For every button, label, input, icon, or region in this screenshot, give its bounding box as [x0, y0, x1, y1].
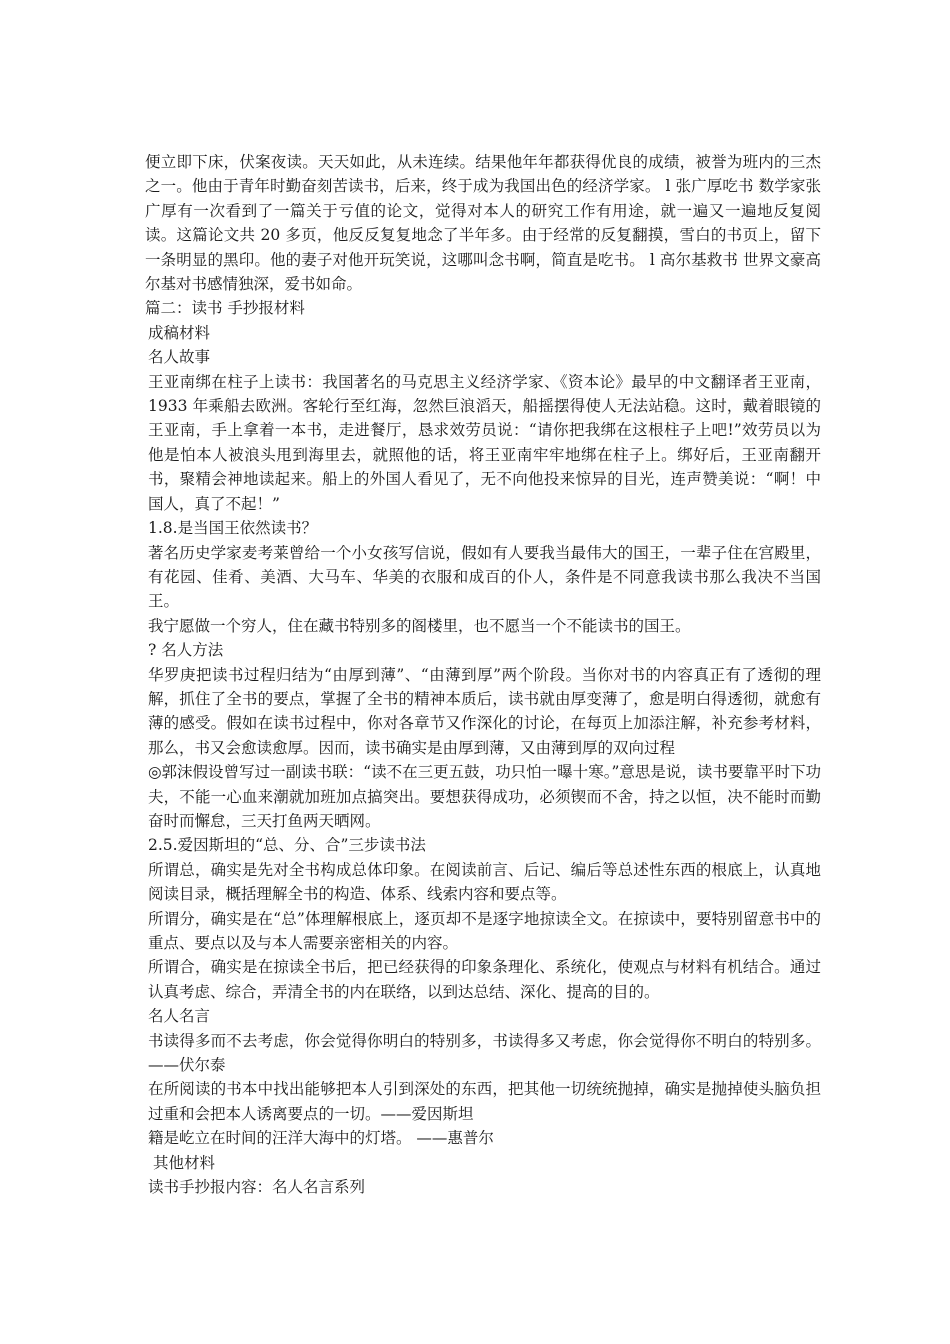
subheading-other-materials: 其他材料: [153, 1153, 216, 1172]
paragraph-guo-moruo: ◎郭沫假设曾写过一副读书联：“读不在三更五鼓，功只怕一曝十寒。”意思是说，读书要靠平时下功夫，不能一心血来潮就加班加点搞突出。要想获得成功，必须锲而不舍，持之以恒，决不能时而勤奋时而懈怠，三天打鱼两天晒网。: [148, 763, 821, 830]
paragraph-poor-man: 我宁愿做一个穷人，住在藏书特别多的阁楼里，也不愿当一个不能读书的国王。: [148, 616, 691, 635]
paragraph-overall: 所谓总，确实是先对全书构成总体印象。在阅读前言、后记、编后等总述性东西的根底上，认真地阅读目录，概括理解全书的构造、体系、线索内容和要点等。: [148, 860, 821, 904]
subheading-materials: 成稿材料: [148, 323, 211, 342]
document-body: [145, 150, 821, 1199]
subheading-einstein-method: 2.5.爱因斯坦的“总、分、合”三步读书法: [148, 836, 426, 855]
paragraph-divide: 所谓分，确实是在“总”体理解根底上，逐页却不是逐字地掠读全文。在掠读中，要特别留意书中的重点、要点以及与本人需要亲密相关的内容。: [148, 909, 821, 952]
paragraph-wang-yanan: 王亚南绑在柱子上读书：我国著名的马克思主义经济学家、《资本论》最早的中文翻译者王亚南，1933 年乘船去欧洲。客轮行至红海，忽然巨浪滔天，船摇摆得使人无法站稳。这时，戴着眼镜的王亚南，手上拿着一本书，走进餐厅，恳求效劳员说：“请你把我绑在这根柱子上吧!”效劳员以为他是怕本人被浪头甩到海里去，就照他的话，将王亚南牢牢地绑在柱子上。绑好后，王亚南翻开书，聚精会神地读起来。船上的外国人看见了，无不向他投来惊异的目光，连声赞美说：“啊！中国人，真了不起！”: [148, 372, 821, 513]
quote-whipple: 籍是屹立在时间的汪洋大海中的灯塔。 ——惠普尔: [148, 1129, 494, 1148]
paragraph-quote-series: 读书手抄报内容：名人名言系列: [148, 1178, 366, 1197]
subheading-famous-stories: 名人故事: [148, 348, 211, 367]
quote-voltaire: 书读得多而不去考虑，你会觉得你明白的特别多，书读得多又考虑，你会觉得你不明白的特别多。——伏尔泰: [148, 1031, 821, 1075]
section-heading-part-two: 篇二：读书 手抄报材料: [145, 299, 305, 318]
paragraph-intro-stories: 便立即下床，伏案夜读。天天如此，从未连续。结果他年年都获得优良的成绩，被誉为班内的三杰之一。他由于青年时勤奋刻苦读书，后来，终于成为我国出色的经济学家。 l 张广厚吃书 数学家张广厚有一次看到了一篇关于亏值的论文，觉得对本人的研究工作有用途，就一遍又一遍地反复阅读。这篇论文共 20 多页，他反反复复地念了半年多。由于经常的反复翻摸，雪白的书页上，留下一条明显的黑印。他的妻子对他开玩笑说，这哪叫念书啊，简直是吃书。 l 高尔基救书 世界文豪高尔基对书感情独深，爱书如命。: [145, 153, 821, 294]
subheading-famous-quotes: 名人名言: [148, 1007, 211, 1026]
subheading-king-reading: 1.8.是当国王依然读书？: [148, 519, 318, 538]
paragraph-macaulay: 著名历史学家麦考莱曾给一个小女孩写信说，假如有人要我当最伟大的国王，一辈子住在宫殿里，有花园、佳肴、美酒、大马车、华美的衣服和成百的仆人，条件是不同意我读书那么我决不当国王。: [148, 543, 821, 611]
paragraph-hua-luogeng: 华罗庚把读书过程归结为“由厚到薄”、“由薄到厚”两个阶段。当你对书的内容真正有了透彻的理解，抓住了全书的要点，掌握了全书的精神本质后，读书就由厚变薄了，愈是明白得透彻，就愈有薄的感受。假如在读书过程中，你对各章节又作深化的讨论，在每页上加添注解，补充参考材料，那么，书又会愈读愈厚。因而，读书确实是由厚到薄，又由薄到厚的双向过程: [148, 665, 821, 757]
subheading-famous-methods: ? 名人方法: [148, 641, 224, 660]
paragraph-combine: 所谓合，确实是在掠读全书后，把已经获得的印象条理化、系统化，使观点与材料有机结合。通过认真考虑、综合，弄清全书的内在联络，以到达总结、深化、提高的目的。: [148, 958, 821, 1001]
quote-einstein: 在所阅读的书本中找出能够把本人引到深处的东西，把其他一切统统抛掉，确实是抛掉使头脑负担过重和会把本人诱离要点的一切。——爱因斯坦: [148, 1080, 821, 1123]
